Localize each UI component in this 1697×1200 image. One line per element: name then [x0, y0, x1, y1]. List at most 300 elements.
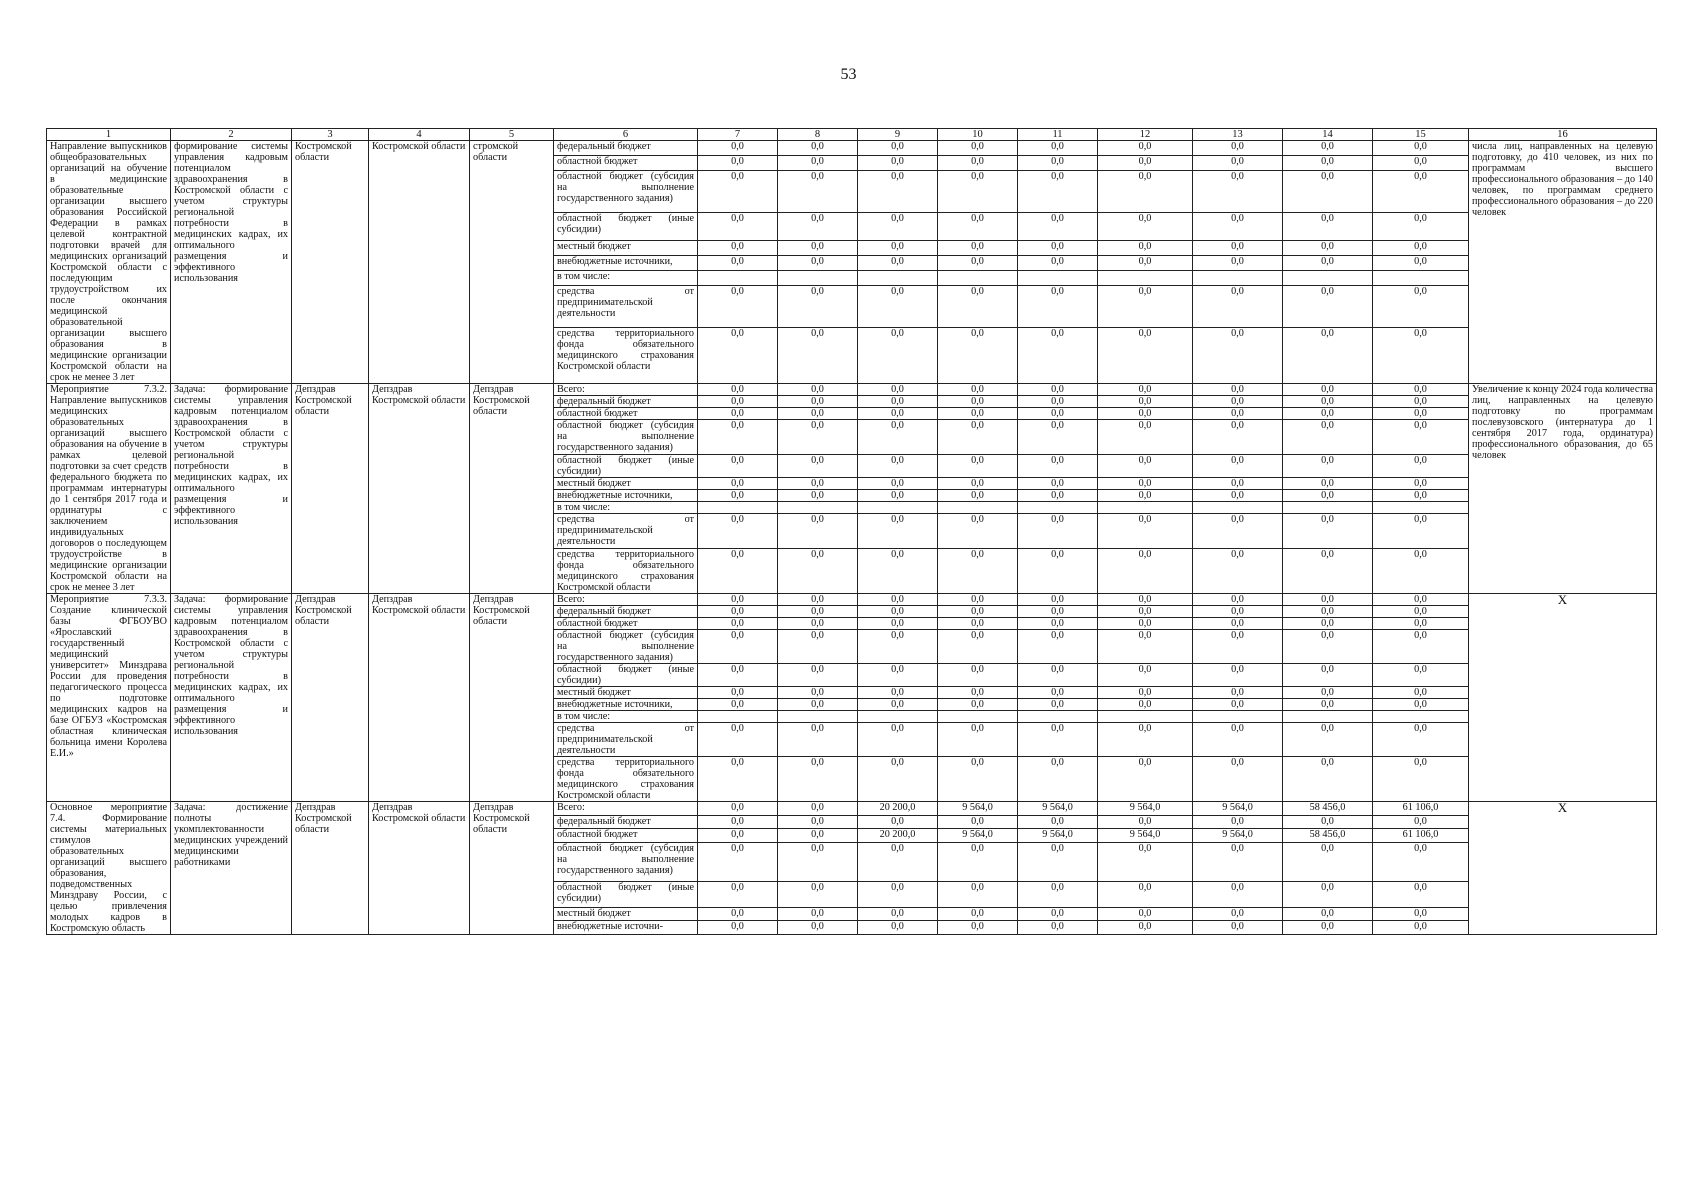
amount-cell: 0,0: [698, 921, 778, 935]
amount-cell: 0,0: [778, 594, 858, 606]
amount-cell: 0,0: [858, 699, 938, 711]
amount-cell: 0,0: [858, 618, 938, 630]
amount-cell: 0,0: [1098, 384, 1193, 396]
funding-source-cell: областной бюджет: [554, 618, 698, 630]
amount-cell: 0,0: [1373, 212, 1469, 241]
amount-cell: 0,0: [1193, 256, 1283, 271]
funding-source-cell: Всего:: [554, 384, 698, 396]
amount-cell: 0,0: [1373, 420, 1469, 454]
amount-cell: 0,0: [938, 396, 1018, 408]
amount-cell: 0,0: [1373, 170, 1469, 212]
amount-cell: 0,0: [1098, 921, 1193, 935]
funding-source-cell: областной бюджет (субсидия на выполнение государственного задания): [554, 630, 698, 664]
amount-cell: 0,0: [1283, 384, 1373, 396]
amount-cell: 0,0: [698, 384, 778, 396]
amount-cell: 0,0: [1193, 408, 1283, 420]
task-cell: Задача: достижение полноты укомплектованности медицинских учреждений медицинскими работниками: [171, 802, 292, 935]
amount-cell: [1018, 711, 1098, 723]
amount-cell: 0,0: [1283, 155, 1373, 170]
amount-cell: 0,0: [1373, 664, 1469, 687]
amount-cell: 0,0: [1283, 454, 1373, 477]
amount-cell: 0,0: [1098, 723, 1193, 757]
amount-cell: 0,0: [1193, 815, 1283, 829]
amount-cell: 0,0: [858, 328, 938, 384]
amount-cell: 0,0: [938, 328, 1018, 384]
column-header: 5: [470, 129, 554, 141]
amount-cell: 0,0: [1098, 594, 1193, 606]
funding-source-cell: внебюджетные источники,: [554, 489, 698, 501]
amount-cell: 0,0: [938, 881, 1018, 907]
funding-source-cell: областной бюджет (иные субсидии): [554, 881, 698, 907]
amount-cell: [1193, 271, 1283, 286]
amount-cell: 9 564,0: [1018, 802, 1098, 816]
amount-cell: [1018, 502, 1098, 514]
amount-cell: 0,0: [1018, 723, 1098, 757]
amount-cell: 0,0: [778, 548, 858, 594]
amount-cell: 0,0: [858, 606, 938, 618]
amount-cell: 0,0: [1098, 396, 1193, 408]
amount-cell: 0,0: [1098, 664, 1193, 687]
amount-cell: 0,0: [1373, 815, 1469, 829]
column-header: 14: [1283, 129, 1373, 141]
amount-cell: 0,0: [1283, 881, 1373, 907]
amount-cell: 0,0: [1018, 881, 1098, 907]
executor-cell: Депздрав Костромской области: [292, 594, 369, 802]
amount-cell: 0,0: [1018, 256, 1098, 271]
amount-cell: 0,0: [778, 477, 858, 489]
coexecutor-cell: Костромской области: [369, 141, 470, 384]
amount-cell: 0,0: [1018, 328, 1098, 384]
funding-source-cell: Всего:: [554, 802, 698, 816]
amount-cell: 0,0: [1193, 241, 1283, 256]
funding-source-cell: местный бюджет: [554, 241, 698, 256]
amount-cell: 0,0: [938, 815, 1018, 829]
amount-cell: 9 564,0: [938, 829, 1018, 843]
expected-result-cell: Увеличение к концу 2024 года количества лиц, направленных на целевую подготовку по программам послевузовского (интернатура до 1 сентября 2017 года, ординатура) профессионального образования, до 65 человек: [1469, 384, 1657, 594]
amount-cell: 0,0: [778, 618, 858, 630]
amount-cell: 0,0: [1193, 687, 1283, 699]
amount-cell: 0,0: [778, 141, 858, 156]
amount-cell: 0,0: [1098, 630, 1193, 664]
amount-cell: 0,0: [1193, 328, 1283, 384]
amount-cell: 0,0: [778, 514, 858, 548]
amount-cell: 0,0: [698, 408, 778, 420]
amount-cell: 0,0: [1193, 420, 1283, 454]
amount-cell: 0,0: [698, 514, 778, 548]
amount-cell: 0,0: [858, 155, 938, 170]
amount-cell: 0,0: [1373, 907, 1469, 921]
amount-cell: 0,0: [1283, 687, 1373, 699]
amount-cell: 0,0: [1018, 454, 1098, 477]
funding-source-cell: Всего:: [554, 594, 698, 606]
amount-cell: [778, 271, 858, 286]
amount-cell: 0,0: [1018, 396, 1098, 408]
amount-cell: 0,0: [778, 396, 858, 408]
amount-cell: 20 200,0: [858, 802, 938, 816]
amount-cell: 0,0: [698, 241, 778, 256]
amount-cell: [1098, 711, 1193, 723]
amount-cell: 0,0: [698, 815, 778, 829]
amount-cell: 0,0: [858, 420, 938, 454]
amount-cell: 0,0: [778, 723, 858, 757]
amount-cell: 0,0: [1373, 594, 1469, 606]
amount-cell: 0,0: [938, 757, 1018, 802]
amount-cell: 0,0: [938, 241, 1018, 256]
amount-cell: 0,0: [938, 477, 1018, 489]
amount-cell: 0,0: [858, 384, 938, 396]
amount-cell: 0,0: [1373, 408, 1469, 420]
funding-source-cell: областной бюджет: [554, 408, 698, 420]
amount-cell: 0,0: [1098, 699, 1193, 711]
amount-cell: 0,0: [698, 328, 778, 384]
amount-cell: 0,0: [1283, 548, 1373, 594]
amount-cell: 61 106,0: [1373, 829, 1469, 843]
amount-cell: [698, 711, 778, 723]
amount-cell: 0,0: [698, 687, 778, 699]
activity-name-cell: Основное мероприятие 7.4. Формирование системы материальных стимулов образовательных организаций высшего образования, подведомственных Минздраву России, с целью привлечения молодых кадров в Костромскую область: [47, 802, 171, 935]
amount-cell: 0,0: [1193, 699, 1283, 711]
funding-source-cell: федеральный бюджет: [554, 606, 698, 618]
amount-cell: 0,0: [698, 477, 778, 489]
funding-source-cell: средства от предпринимательской деятельности: [554, 514, 698, 548]
amount-cell: [778, 502, 858, 514]
funding-source-cell: областной бюджет: [554, 829, 698, 843]
amount-cell: 0,0: [778, 881, 858, 907]
amount-cell: 0,0: [1283, 141, 1373, 156]
amount-cell: 0,0: [938, 606, 1018, 618]
amount-cell: 0,0: [778, 829, 858, 843]
amount-cell: 0,0: [1193, 514, 1283, 548]
amount-cell: 0,0: [1098, 514, 1193, 548]
column-header: 7: [698, 129, 778, 141]
amount-cell: 0,0: [1283, 594, 1373, 606]
amount-cell: 0,0: [1018, 420, 1098, 454]
amount-cell: 58 456,0: [1283, 802, 1373, 816]
amount-cell: 20 200,0: [858, 829, 938, 843]
funding-source-cell: местный бюджет: [554, 477, 698, 489]
amount-cell: 0,0: [858, 907, 938, 921]
amount-cell: 0,0: [1193, 606, 1283, 618]
amount-cell: 0,0: [698, 212, 778, 241]
amount-cell: 0,0: [1373, 723, 1469, 757]
amount-cell: 0,0: [1193, 396, 1283, 408]
amount-cell: 0,0: [778, 630, 858, 664]
amount-cell: [938, 271, 1018, 286]
funding-source-cell: средства от предпринимательской деятельности: [554, 723, 698, 757]
amount-cell: 0,0: [778, 664, 858, 687]
amount-cell: 0,0: [858, 881, 938, 907]
amount-cell: 0,0: [698, 618, 778, 630]
amount-cell: [1373, 271, 1469, 286]
amount-cell: 0,0: [858, 256, 938, 271]
coexecutor-cell: Депздрав Костромской области: [369, 384, 470, 594]
amount-cell: 0,0: [698, 907, 778, 921]
amount-cell: [858, 271, 938, 286]
amount-cell: 0,0: [1373, 454, 1469, 477]
amount-cell: 0,0: [1018, 630, 1098, 664]
executor-cell: Костромской области: [292, 141, 369, 384]
amount-cell: 0,0: [938, 687, 1018, 699]
column-header: 3: [292, 129, 369, 141]
funding-source-cell: областной бюджет (субсидия на выполнение государственного задания): [554, 420, 698, 454]
amount-cell: 0,0: [698, 286, 778, 328]
program-table: [46, 128, 1657, 935]
amount-cell: 0,0: [778, 842, 858, 881]
amount-cell: 0,0: [858, 630, 938, 664]
amount-cell: 0,0: [1193, 489, 1283, 501]
amount-cell: 0,0: [1098, 241, 1193, 256]
amount-cell: 0,0: [1373, 477, 1469, 489]
amount-cell: 0,0: [778, 328, 858, 384]
amount-cell: 0,0: [858, 477, 938, 489]
amount-cell: 0,0: [1373, 757, 1469, 802]
funding-source-cell: областной бюджет (субсидия на выполнение государственного задания): [554, 170, 698, 212]
amount-cell: 0,0: [938, 170, 1018, 212]
amount-cell: 0,0: [1373, 687, 1469, 699]
amount-cell: 0,0: [1193, 842, 1283, 881]
amount-cell: 0,0: [1193, 618, 1283, 630]
amount-cell: 0,0: [938, 420, 1018, 454]
funding-source-cell: областной бюджет: [554, 155, 698, 170]
amount-cell: 0,0: [1373, 396, 1469, 408]
amount-cell: 0,0: [1193, 477, 1283, 489]
amount-cell: 0,0: [1018, 699, 1098, 711]
amount-cell: 0,0: [858, 212, 938, 241]
amount-cell: [1193, 711, 1283, 723]
executor-cell: Депздрав Костромской области: [292, 802, 369, 935]
amount-cell: 0,0: [858, 594, 938, 606]
amount-cell: 0,0: [698, 842, 778, 881]
amount-cell: 0,0: [1283, 723, 1373, 757]
amount-cell: 0,0: [1283, 921, 1373, 935]
amount-cell: 0,0: [1018, 687, 1098, 699]
amount-cell: 0,0: [698, 141, 778, 156]
amount-cell: 0,0: [1018, 155, 1098, 170]
amount-cell: [938, 502, 1018, 514]
amount-cell: 0,0: [698, 548, 778, 594]
amount-cell: 0,0: [1193, 664, 1283, 687]
funding-source-cell: внебюджетные источни-: [554, 921, 698, 935]
amount-cell: [1098, 271, 1193, 286]
amount-cell: 0,0: [778, 212, 858, 241]
funding-source-cell: местный бюджет: [554, 687, 698, 699]
table-row: [47, 141, 1657, 156]
amount-cell: 0,0: [698, 606, 778, 618]
amount-cell: 0,0: [1193, 141, 1283, 156]
task-cell: Задача: формирование системы управления кадровым потенциалом здравоохранения в Костромской области с учетом структуры региональной потребности в медицинских кадрах, их оптимального размещения и эффективного использования: [171, 384, 292, 594]
amount-cell: 0,0: [698, 454, 778, 477]
amount-cell: 0,0: [1373, 699, 1469, 711]
amount-cell: 0,0: [1193, 286, 1283, 328]
amount-cell: 0,0: [1193, 921, 1283, 935]
amount-cell: 0,0: [1193, 630, 1283, 664]
amount-cell: 0,0: [1018, 477, 1098, 489]
amount-cell: 0,0: [858, 408, 938, 420]
amount-cell: 0,0: [858, 286, 938, 328]
amount-cell: 0,0: [778, 408, 858, 420]
amount-cell: 0,0: [1193, 881, 1283, 907]
amount-cell: 0,0: [938, 212, 1018, 241]
amount-cell: 0,0: [698, 630, 778, 664]
amount-cell: 0,0: [938, 723, 1018, 757]
amount-cell: 0,0: [938, 141, 1018, 156]
funding-source-cell: в том числе:: [554, 502, 698, 514]
amount-cell: 0,0: [858, 514, 938, 548]
amount-cell: 0,0: [858, 489, 938, 501]
column-header: 6: [554, 129, 698, 141]
amount-cell: 0,0: [1193, 548, 1283, 594]
amount-cell: [1373, 711, 1469, 723]
amount-cell: 0,0: [938, 454, 1018, 477]
amount-cell: 0,0: [1193, 454, 1283, 477]
amount-cell: 0,0: [1098, 286, 1193, 328]
amount-cell: 0,0: [938, 618, 1018, 630]
amount-cell: [698, 271, 778, 286]
amount-cell: 0,0: [858, 170, 938, 212]
executor-cell: Депздрав Костромской области: [292, 384, 369, 594]
amount-cell: [1098, 502, 1193, 514]
amount-cell: 0,0: [938, 548, 1018, 594]
funding-source-cell: местный бюджет: [554, 907, 698, 921]
amount-cell: 0,0: [1098, 408, 1193, 420]
amount-cell: 0,0: [1283, 907, 1373, 921]
amount-cell: 0,0: [1098, 454, 1193, 477]
amount-cell: 0,0: [1018, 548, 1098, 594]
funding-source-cell: средства территориального фонда обязательного медицинского страхования Костромской области: [554, 757, 698, 802]
column-header: 10: [938, 129, 1018, 141]
amount-cell: [778, 711, 858, 723]
amount-cell: 0,0: [1283, 408, 1373, 420]
amount-cell: 0,0: [1373, 141, 1469, 156]
amount-cell: 0,0: [1193, 170, 1283, 212]
amount-cell: 0,0: [938, 907, 1018, 921]
amount-cell: 0,0: [1373, 489, 1469, 501]
amount-cell: 0,0: [698, 256, 778, 271]
amount-cell: 9 564,0: [1098, 802, 1193, 816]
amount-cell: 58 456,0: [1283, 829, 1373, 843]
amount-cell: 0,0: [698, 489, 778, 501]
amount-cell: 0,0: [1283, 256, 1373, 271]
amount-cell: 0,0: [858, 687, 938, 699]
amount-cell: [1193, 502, 1283, 514]
amount-cell: 0,0: [858, 241, 938, 256]
amount-cell: 0,0: [1193, 594, 1283, 606]
amount-cell: 0,0: [1098, 757, 1193, 802]
amount-cell: 0,0: [1283, 664, 1373, 687]
amount-cell: 0,0: [858, 548, 938, 594]
amount-cell: 0,0: [1373, 606, 1469, 618]
funding-source-cell: средства от предпринимательской деятельности: [554, 286, 698, 328]
amount-cell: 0,0: [1283, 842, 1373, 881]
amount-cell: 0,0: [938, 256, 1018, 271]
amount-cell: 0,0: [778, 802, 858, 816]
amount-cell: 0,0: [778, 155, 858, 170]
amount-cell: [698, 502, 778, 514]
amount-cell: 0,0: [1098, 170, 1193, 212]
amount-cell: 0,0: [1193, 212, 1283, 241]
amount-cell: 0,0: [1283, 606, 1373, 618]
column-header: 13: [1193, 129, 1283, 141]
amount-cell: 0,0: [1098, 477, 1193, 489]
column-header: 12: [1098, 129, 1193, 141]
amount-cell: 0,0: [1098, 687, 1193, 699]
amount-cell: 0,0: [1098, 212, 1193, 241]
amount-cell: 0,0: [1283, 396, 1373, 408]
coexecutor-cell: Депздрав Костромской области: [369, 594, 470, 802]
amount-cell: 0,0: [858, 842, 938, 881]
expected-result-cell: X: [1469, 802, 1657, 935]
amount-cell: 0,0: [1018, 489, 1098, 501]
amount-cell: 0,0: [1283, 286, 1373, 328]
amount-cell: 0,0: [698, 155, 778, 170]
amount-cell: 0,0: [1018, 212, 1098, 241]
amount-cell: 0,0: [1373, 328, 1469, 384]
amount-cell: 0,0: [778, 241, 858, 256]
amount-cell: 0,0: [938, 514, 1018, 548]
amount-cell: 0,0: [1098, 907, 1193, 921]
amount-cell: 0,0: [1018, 757, 1098, 802]
amount-cell: 0,0: [778, 687, 858, 699]
amount-cell: 0,0: [1098, 842, 1193, 881]
amount-cell: 0,0: [778, 454, 858, 477]
amount-cell: 0,0: [1373, 630, 1469, 664]
amount-cell: 9 564,0: [1098, 829, 1193, 843]
amount-cell: [858, 711, 938, 723]
column-header: 8: [778, 129, 858, 141]
table-row: [47, 594, 1657, 606]
amount-cell: [1283, 711, 1373, 723]
funding-source-cell: областной бюджет (иные субсидии): [554, 664, 698, 687]
amount-cell: 0,0: [778, 384, 858, 396]
expected-result-cell: X: [1469, 594, 1657, 802]
amount-cell: 0,0: [1098, 155, 1193, 170]
table-row: [47, 802, 1657, 816]
amount-cell: 0,0: [1283, 815, 1373, 829]
funding-source-cell: средства территориального фонда обязательного медицинского страхования Костромской области: [554, 328, 698, 384]
amount-cell: 0,0: [858, 921, 938, 935]
amount-cell: 0,0: [1098, 256, 1193, 271]
amount-cell: 0,0: [1098, 548, 1193, 594]
amount-cell: 0,0: [1098, 815, 1193, 829]
amount-cell: 0,0: [1018, 664, 1098, 687]
activity-name-cell: Мероприятие 7.3.2. Направление выпускников медицинских образовательных организаций высшего образования на обучение в рамках целевой подготовки за счет средств федерального бюджета по программам интернатуры до 1 сентября 2017 года и ординатуры с заключением индивидуальных договоров о последующем трудоустройстве в медицинские организации Костромской области на срок не менее 3 лет: [47, 384, 171, 594]
amount-cell: 0,0: [1193, 155, 1283, 170]
column-header: 15: [1373, 129, 1469, 141]
column-header: 2: [171, 129, 292, 141]
amount-cell: 0,0: [778, 489, 858, 501]
amount-cell: 0,0: [858, 757, 938, 802]
amount-cell: 0,0: [1098, 328, 1193, 384]
amount-cell: 0,0: [1018, 514, 1098, 548]
amount-cell: 0,0: [938, 699, 1018, 711]
funding-source-cell: федеральный бюджет: [554, 815, 698, 829]
amount-cell: 0,0: [698, 664, 778, 687]
amount-cell: 0,0: [1373, 921, 1469, 935]
column-header: 9: [858, 129, 938, 141]
amount-cell: 0,0: [698, 699, 778, 711]
amount-cell: 0,0: [938, 594, 1018, 606]
amount-cell: 0,0: [858, 815, 938, 829]
amount-cell: 0,0: [1373, 514, 1469, 548]
amount-cell: 0,0: [778, 699, 858, 711]
amount-cell: 0,0: [778, 921, 858, 935]
funding-source-cell: областной бюджет (иные субсидии): [554, 454, 698, 477]
amount-cell: 0,0: [698, 170, 778, 212]
amount-cell: 0,0: [1018, 286, 1098, 328]
amount-cell: 0,0: [698, 881, 778, 907]
amount-cell: 0,0: [938, 384, 1018, 396]
amount-cell: 0,0: [1373, 548, 1469, 594]
